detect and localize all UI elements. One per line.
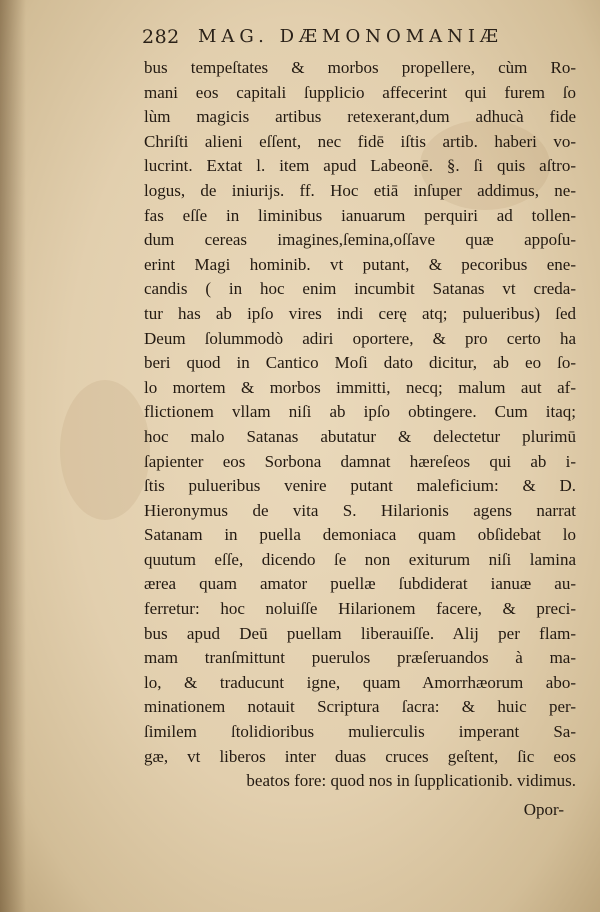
catchword: Opor- (523, 800, 564, 819)
text-line: mam tranſmittunt puerulos præſeruandos à ma- (144, 648, 576, 668)
text-line: ſimilem ſtolidioribus mulierculis imperant Sa- (144, 722, 576, 742)
text-line: hoc malo Satanas abutatur & delectetur plurimū (144, 426, 576, 446)
text-line: bus tempeſtates & morbos propellere, cùm Ro- (144, 58, 576, 77)
text-line: ſapienter eos Sorbona damnat hæreſeos qui ab i- (144, 451, 576, 471)
text-line: minationem notauit Scriptura ſacra: & huic per- (144, 697, 576, 717)
text-line: mani eos capitali ſupplicio affecerint qui furem ſo (144, 82, 576, 102)
text-line: bus apud Deū puellam liberauiſſe. Alij per flam- (144, 623, 576, 643)
page-header (142, 24, 562, 50)
body-text (144, 56, 576, 794)
text-line: lo mortem & morbos immitti, necq; malum aut af- (144, 377, 576, 397)
text-line: Chriſti alieni eſſent, nec fidē iſtis artib. haberi vo- (144, 131, 576, 151)
text-line: fas eſſe in liminibus ianuarum perquiri ad tollen- (144, 205, 576, 225)
text-line: Deum ſolummodò adiri oportere, & pro certo ha (144, 328, 576, 348)
text-line: ſtis pulueribus venire putant maleficium: & D. (144, 476, 576, 496)
text-line: ærea quam amator puellæ ſubdiderat ianuæ au- (144, 574, 576, 594)
text-line: quutum eſſe, dicendo ſe non exiturum niſi lamina (144, 549, 576, 569)
folio-number: 282 (142, 26, 180, 48)
text-line: ferretur: hoc noluiſſe Hilarionem facere, & preci- (144, 599, 576, 619)
text-line: dum cereas imagines,ſemina,oſſave quæ appoſu- (144, 230, 576, 250)
text-line: logus, de iniurijs. ff. Hoc etiā inſuper addimus, ne- (144, 180, 576, 200)
text-line: beatos fore: quod nos in ſupplicationib. vidimus. (246, 771, 576, 791)
text-line: Satanam in puella demoniaca quam obſidebat lo (144, 525, 576, 545)
running-title: MAG. DÆMONOMANIÆ (198, 26, 504, 47)
text-line: gæ, vt liberos inter duas cruces geſtent, ſic eos (144, 746, 576, 766)
text-line: lo, & traducunt igne, quam Amorrhæorum abo- (144, 672, 576, 692)
paper-stain (60, 380, 150, 520)
text-line: flictionem vllam niſi ab ipſo obtingere. Cum itaq; (144, 402, 576, 422)
text-line: beri quod in Cantico Moſi dato dicitur, ab eo ſo- (144, 353, 576, 373)
text-line: Hieronymus de vita S. Hilarionis agens narrat (144, 500, 576, 520)
text-line: erint Magi hominib. vt putant, & pecoribus ene- (144, 254, 576, 274)
text-line: candis ( in hoc enim incumbit Satanas vt creda- (144, 279, 576, 299)
text-line: lùm magicis artibus retexerant,dum adhucà fide (144, 107, 576, 127)
text-line: tur has ab ipſo vires indi cerę atq; pulueribus) ſed (144, 303, 576, 323)
gutter-shadow (0, 0, 26, 912)
text-line: lucrint. Extat l. item apud Labeonē. §. ſi quis aſtro- (144, 156, 576, 176)
